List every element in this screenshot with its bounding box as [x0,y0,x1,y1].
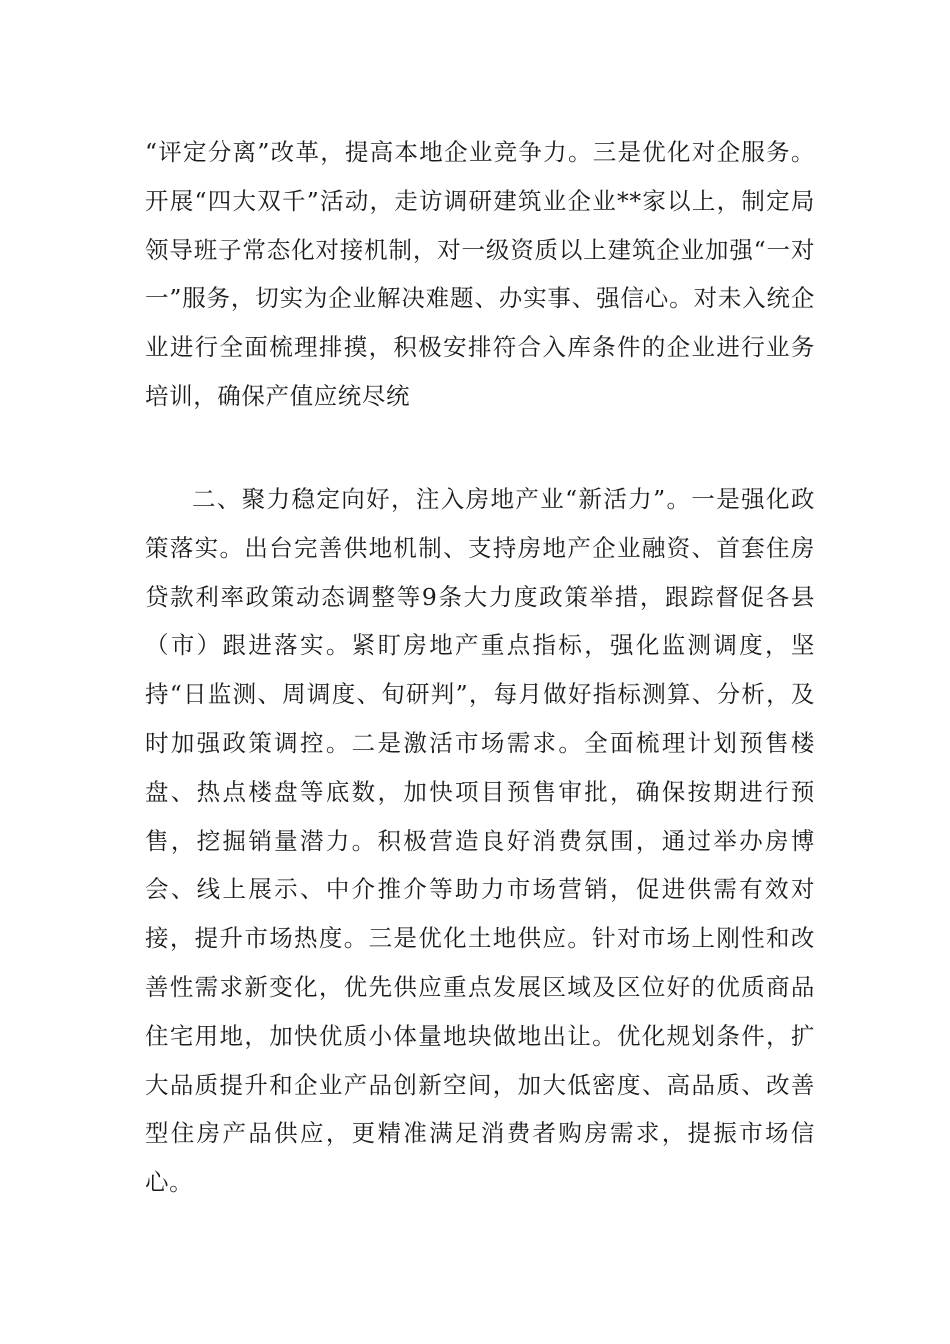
paragraph-section-two: 二、聚力稳定向好，注入房地产业“新活力”。一是强化政策落实。出台完善供地机制、支持房地产企业融资、首套住房贷款利率政策动态调整等9条大力度政策举措，跟踪督促各县（市）跟进落实。紧盯房地产重点指标，强化监测调度，坚持“日监测、周调度、旬研判”，每月做好指标测算、分析，及时加强政策调控。二是激活市场需求。全面梳理计划预售楼盘、热点楼盘等底数，加快项目预售审批，确保按期进行预售，挖掘销量潜力。积极营造良好消费氛围，通过举办房博会、线上展示、中介推介等助力市场营销，促进供需有效对接，提升市场热度。三是优化土地供应。针对市场上刚性和改善性需求新变化，优先供应重点发展区域及区位好的优质商品住宅用地，加快优质小体量地块做地出让。优化规划条件，扩大品质提升和企业产品创新空间，加大低密度、高品质、改善型住房产品供应，更精准满足消费者购房需求，提振市场信心。 [145,485,815,1197]
paragraph-continued: “评定分离”改革，提高本地企业竞争力。三是优化对企服务。开展“四大双千”活动，走访调研建筑业企业**家以上，制定局领导班子常态化对接机制，对一级资质以上建筑企业加强“一对一”服务，切实为企业解决难题、办实事、强信心。对未入统企业进行全面梳理排摸，积极安排符合入库条件的企业进行业务培训，确保产值应统尽统 [145,138,815,410]
